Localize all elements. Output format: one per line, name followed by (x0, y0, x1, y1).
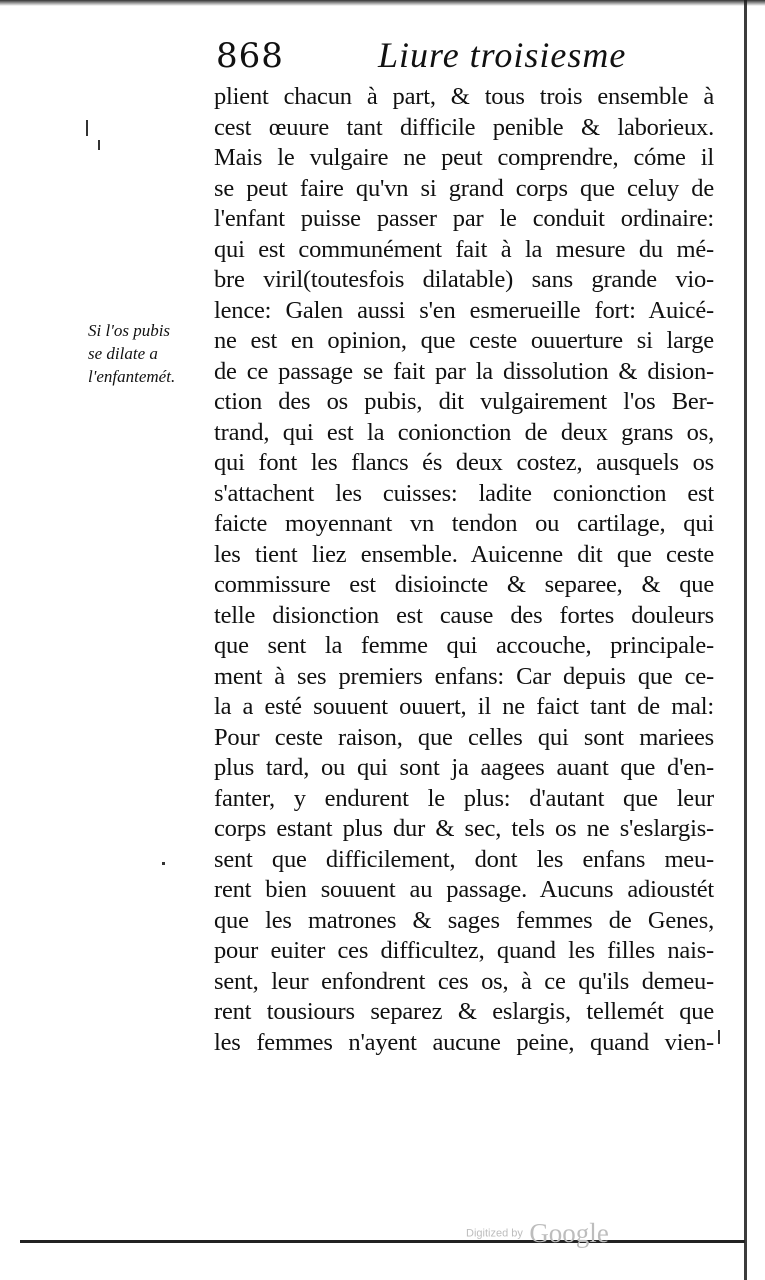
text-line: ment à ses premiers enfans: Car depuis que ce- (214, 662, 714, 690)
scan-speck (162, 862, 165, 865)
text-line: rent tousiours separez & eslargis, tellemét que (214, 998, 714, 1025)
page-edge-bottom (20, 1240, 745, 1243)
text-line: que les matrones & sages femmes de Genes, (214, 906, 714, 934)
text-line: qui est communément fait à la mesure du mé- (214, 235, 714, 263)
text-line: que sent la femme qui accouche, principale- (214, 632, 714, 659)
scan-speck (98, 140, 100, 150)
text-line: plient chacun à part, & tous trois ensemble à (214, 83, 714, 110)
text-line: les femmes n'ayent aucune peine, quand vien- (214, 1028, 714, 1056)
margin-note-line: l'enfantemét. (88, 367, 176, 386)
text-line: lence: Galen aussi s'en esmerueille fort: Auicé- (214, 296, 714, 324)
text-line: pour euiter ces difficultez, quand les filles nais- (214, 937, 714, 964)
text-line: les tient liez ensemble. Auicenne dit que ceste (214, 540, 714, 568)
text-line: plus tard, ou qui sont ja aagees auant que d'en- (214, 754, 714, 781)
scan-speck (86, 120, 88, 136)
text-line: ction des os pubis, dit vulgairement l'os Ber- (214, 388, 714, 415)
page-number: 868 (216, 36, 284, 76)
text-line: trand, qui est la conionction de deux grans os, (214, 418, 714, 446)
text-line: Pour ceste raison, que celles qui sont mariees (214, 723, 714, 751)
watermark-prefix: Digitized by (466, 1227, 523, 1240)
text-line: s'attachent les cuisses: ladite conionction est (214, 479, 714, 507)
text-line: telle disionction est cause des fortes douleurs (214, 601, 714, 629)
text-line: de ce passage se fait par la dissolution & dision- (214, 357, 714, 385)
text-line: l'enfant puisse passer par le conduit ordinaire: (214, 205, 714, 232)
text-line: faicte moyennant vn tendon ou cartilage, qui (214, 510, 714, 537)
margin-note-line: se dilate a (88, 344, 158, 363)
digitization-watermark (466, 1218, 609, 1249)
text-line: cest œuure tant difficile penible & laborieux. (214, 113, 714, 141)
text-line: Mais le vulgaire ne peut comprendre, cóme il (214, 144, 714, 171)
text-line: sent que difficilement, dont les enfans meu- (214, 845, 714, 873)
text-line: se peut faire qu'vn si grand corps que celuy de (214, 174, 714, 202)
text-line: la a esté souuent ouuert, il ne faict tant de mal: (214, 693, 714, 720)
text-line: commissure est disioincte & separee, & que (214, 571, 714, 598)
margin-note-line: Si l'os pubis (88, 321, 171, 340)
margin-note (88, 319, 212, 388)
page-edge-right (744, 0, 747, 1280)
text-line: corps estant plus dur & sec, tels os ne s'eslargis- (214, 815, 714, 842)
text-line: bre viril(toutesfois dilatable) sans grande vio- (214, 266, 714, 293)
page-header (216, 30, 716, 80)
body-text (214, 82, 714, 1058)
watermark-logo: Google (529, 1218, 609, 1248)
page-edge-top (0, 0, 765, 6)
text-line: sent, leur enfondrent ces os, à ce qu'ils demeu- (214, 967, 714, 995)
scan-speck (718, 1030, 720, 1044)
running-head: Liure troisiesme (378, 35, 627, 75)
text-line: fanter, y endurent le plus: d'autant que leur (214, 784, 714, 812)
text-line: ne est en opinion, que ceste ouuerture si large (214, 327, 714, 354)
text-line: qui font les flancs és deux costez, ausquels os (214, 449, 714, 476)
text-line: rent bien souuent au passage. Aucuns adioustét (214, 876, 714, 903)
